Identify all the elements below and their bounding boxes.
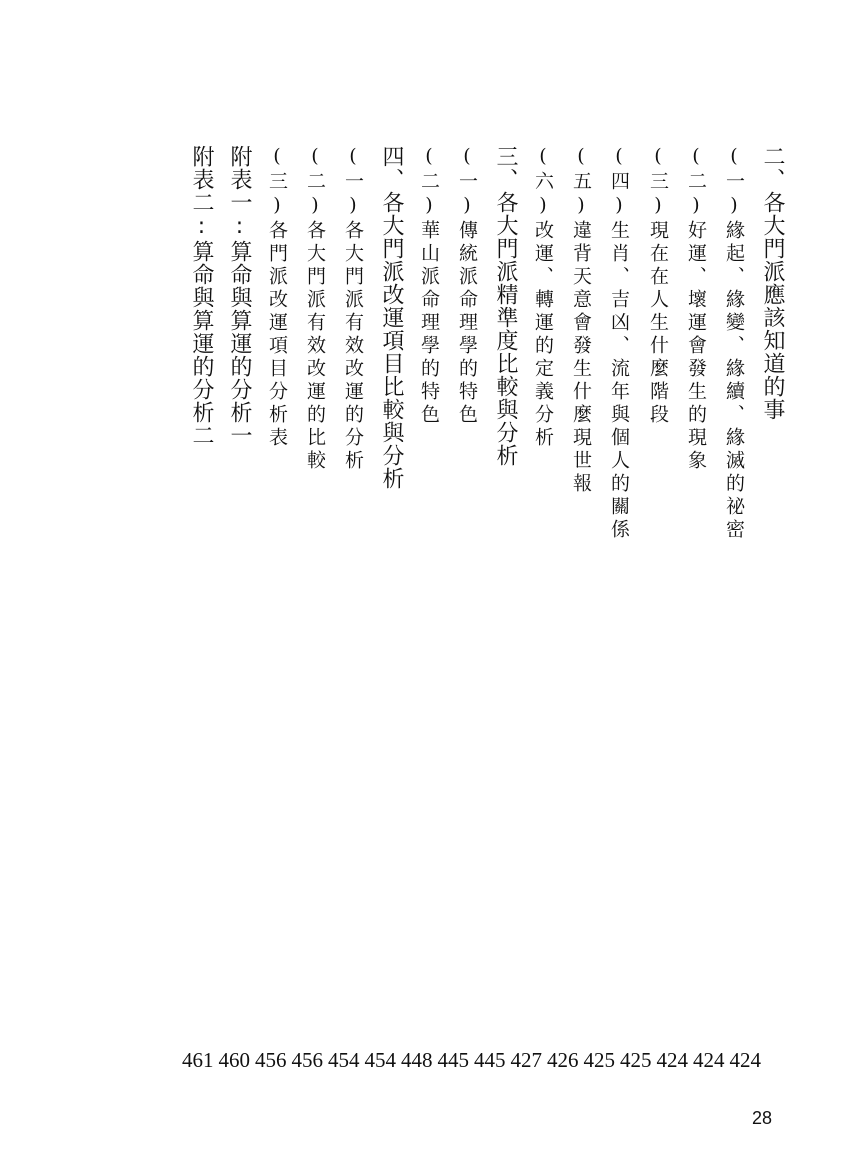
toc-item: (一)緣起、緣變、緣續、緣滅的祕密 xyxy=(723,145,745,542)
page-number: 424 xyxy=(656,1048,688,1072)
page-folio-number: 28 xyxy=(752,1108,773,1128)
page-number: 460 xyxy=(218,1048,250,1072)
toc-heading-section-4: 四、各大門派改運項目比較與分析 xyxy=(379,145,404,490)
toc-item: (二)各大門派有效改運的比較 xyxy=(304,145,326,473)
page-number: 424 xyxy=(693,1048,725,1072)
page-number: 425 xyxy=(583,1048,615,1072)
toc-item: (三)現在在人生什麼階段 xyxy=(647,145,669,427)
toc-item: (五)違背天意會發生什麼現世報 xyxy=(570,145,592,496)
page-number: 454 xyxy=(364,1048,396,1072)
page-number: 448 xyxy=(401,1048,433,1072)
toc-item: (三)各門派改運項目分析表 xyxy=(266,145,288,450)
page-number: 445 xyxy=(437,1048,469,1072)
toc-heading-section-2: 二、各大門派應該知道的事 xyxy=(760,145,785,421)
page-number: 445 xyxy=(474,1048,506,1072)
toc-appendix-1: 附表一:算命與算運的分析一 xyxy=(227,145,252,447)
page-number: 454 xyxy=(328,1048,360,1072)
page-number: 461 xyxy=(182,1048,214,1072)
page-number: 456 xyxy=(255,1048,287,1072)
toc-item: (一)傳統派命理學的特色 xyxy=(456,145,478,427)
toc-appendix-2: 附表二:算命與算運的分析二 xyxy=(189,145,214,447)
page-number: 426 xyxy=(547,1048,579,1072)
page-number: 427 xyxy=(510,1048,542,1072)
toc-heading-section-3: 三、各大門派精準度比較與分析 xyxy=(493,145,518,467)
toc-page-numbers xyxy=(182,1048,792,1073)
toc-item: (六)改運、轉運的定義分析 xyxy=(532,145,554,450)
page-number: 456 xyxy=(291,1048,323,1072)
toc-item: (一)各大門派有效改運的分析 xyxy=(342,145,364,473)
page-number: 424 xyxy=(729,1048,761,1072)
toc-item: (二)好運、壞運會發生的現象 xyxy=(685,145,707,473)
page-number: 425 xyxy=(620,1048,652,1072)
toc-item: (二)華山派命理學的特色 xyxy=(418,145,440,427)
toc-item: (四)生肖、吉凶、流年與個人的關係 xyxy=(608,145,630,542)
